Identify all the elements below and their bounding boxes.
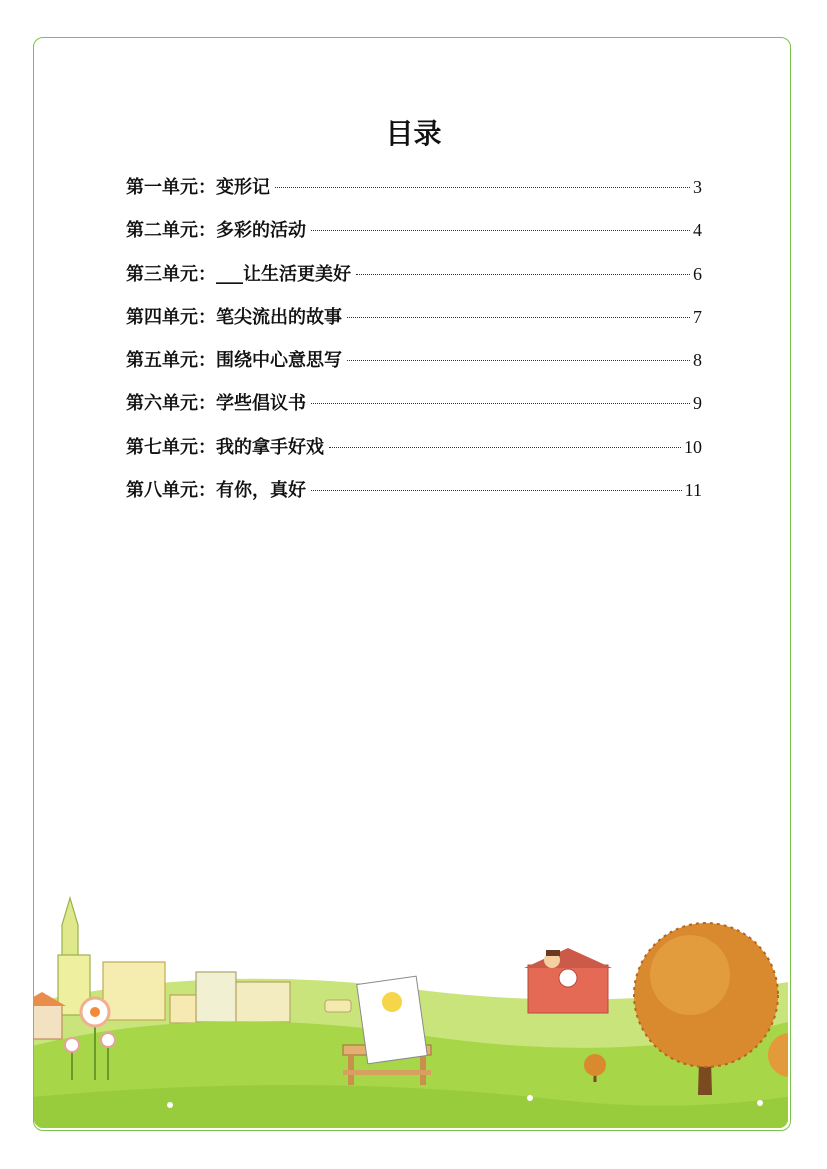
toc-unit-name: 围绕中心意思写 (216, 350, 342, 372)
dot-leader (311, 490, 682, 491)
toc-entry[interactable] (126, 298, 702, 341)
school-house (524, 948, 612, 1013)
toc-separator: ： (198, 177, 216, 198)
toc-unit-name: 笔尖流出的故事 (216, 306, 342, 328)
toc-page-number: 4 (693, 220, 702, 241)
toc-page-number: 7 (693, 306, 702, 327)
toc-entry[interactable] (126, 211, 702, 254)
table-of-contents (126, 168, 702, 514)
toc-unit-name: 有你，真好 (216, 480, 306, 502)
toc-page-number: 9 (693, 393, 702, 414)
toc-unit-label: 第六单元 (126, 393, 198, 415)
toc-entry[interactable] (126, 471, 702, 514)
toc-unit-label: 第八单元 (126, 480, 198, 502)
dot-leader (347, 317, 690, 318)
toc-page-number: 11 (684, 480, 702, 501)
dot-leader (311, 230, 690, 231)
toc-separator: ： (198, 220, 216, 242)
toc-unit-label: 第一单元 (126, 177, 198, 198)
dot-leader (275, 187, 690, 188)
toc-entry[interactable] (126, 255, 702, 298)
toc-page-number: 3 (693, 177, 702, 197)
toc-page-number: 8 (693, 350, 702, 371)
dot-leader (347, 360, 690, 361)
toc-page-number: 6 (693, 263, 702, 284)
toc-separator: ： (198, 350, 216, 372)
toc-page-number: 10 (684, 436, 702, 457)
toc-unit-name: 学些倡议书 (216, 393, 306, 415)
toc-entry[interactable] (126, 168, 702, 211)
toc-entry[interactable] (126, 341, 702, 384)
toc-separator: ： (198, 436, 216, 458)
toc-unit-label: 第二单元 (126, 220, 198, 242)
toc-separator: ： (198, 306, 216, 328)
toc-unit-label: 第四单元 (126, 306, 198, 328)
toc-unit-name: ___让生活更美好 (216, 263, 351, 285)
toc-unit-label: 第七单元 (126, 436, 198, 458)
toc-separator: ： (198, 480, 216, 502)
toc-unit-name: 多彩的活动 (216, 220, 306, 242)
toc-separator: ： (198, 263, 216, 285)
toc-unit-name: 我的拿手好戏 (216, 436, 324, 458)
dot-leader (329, 447, 681, 448)
toc-unit-name: 变形记 (216, 177, 270, 198)
dot-leader (356, 274, 690, 275)
toc-entry[interactable] (126, 428, 702, 471)
toc-unit-label: 第三单元 (126, 263, 198, 285)
toc-separator: ： (198, 393, 216, 415)
toc-unit-label: 第五单元 (126, 350, 198, 372)
toc-entry[interactable] (126, 384, 702, 427)
page-title: 目录 (385, 117, 442, 150)
landscape-illustration (0, 880, 827, 1169)
dot-leader (311, 403, 690, 404)
